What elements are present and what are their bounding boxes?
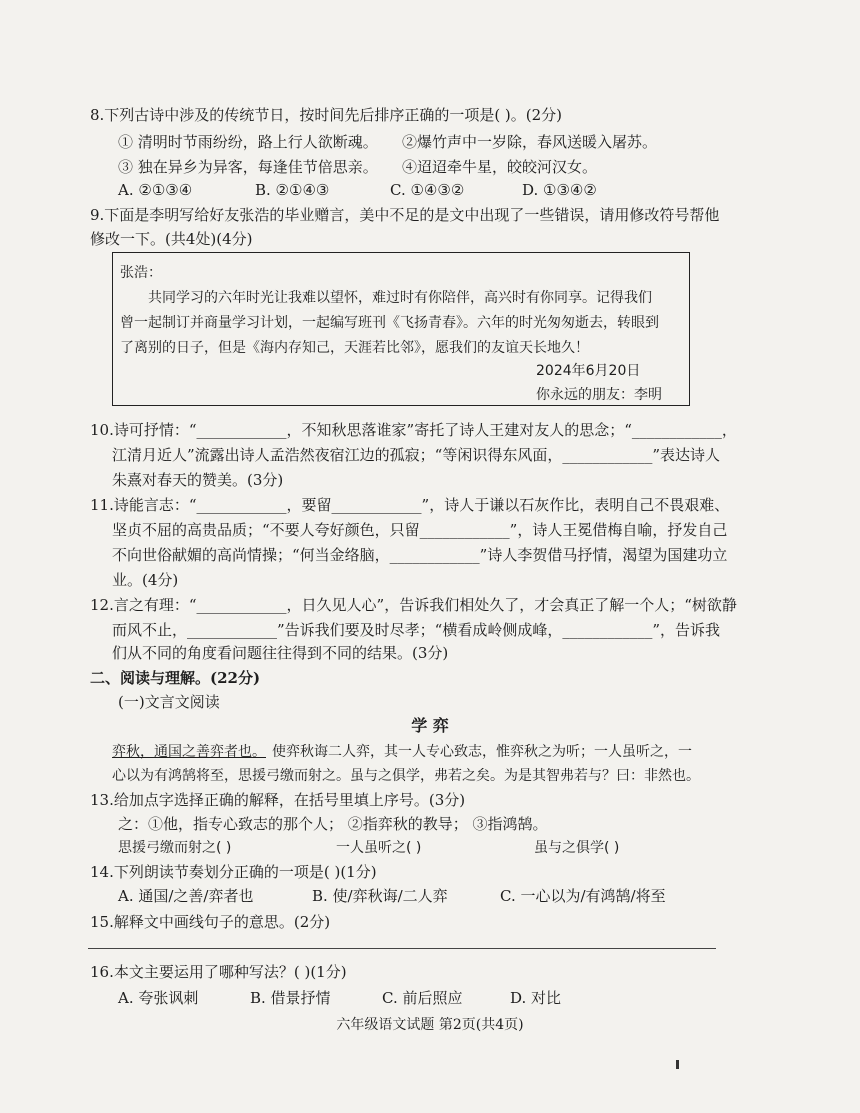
page-footer: 六年级语文试题 第2页(共4页) — [336, 1017, 524, 1033]
q10-line2: 江清月近人”流露出诗人孟浩然夜宿江边的孤寂；“等闲识得东风面，____________”表达诗人 — [112, 446, 721, 464]
section-2-heading: 二、阅读与理解。(22分) — [90, 669, 261, 687]
q14-stem: 14.下列朗读节奏划分正确的一项是( )(1分) — [90, 863, 377, 881]
q12-line2: 而风不止，____________”告诉我们要及时尽孝；“横看成岭侧成峰，____________”，告诉我 — [112, 621, 721, 639]
q14-option-c: C. 一心以为/有鸿鹄/将至 — [500, 887, 666, 905]
q8-stem: 8.下列古诗中涉及的传统节日，按时间先后排序正确的一项是( )。(2分) — [90, 106, 563, 124]
letter-signature: 你永远的朋友：李明 — [536, 387, 662, 403]
q11-line4: 业。(4分) — [112, 571, 179, 589]
q13-meanings: 之：①他，指专心致志的那个人； ②指弈秋的教导； ③指鸿鹄。 — [118, 815, 548, 833]
q13-sentence-3: 虽与之俱学( ) — [534, 840, 620, 856]
passage-line1: 使弈秋诲二人弈，其一人专心致志，惟弈秋之为听；一人虽听之，一 — [272, 744, 692, 760]
q16-option-c: C. 前后照应 — [382, 989, 463, 1007]
letter-body-line1: 共同学习的六年时光让我难以望怀，难过时有你陪伴，高兴时有你同享。记得我们 — [148, 290, 652, 306]
q10-line1: 10.诗可抒情：“____________，不知秋思落谁家”寄托了诗人王建对友人的思念；“____________， — [90, 421, 737, 439]
q11-line1: 11.诗能言志：“____________，要留____________”，诗人于谦以石灰作比，表明自己不畏艰难、 — [90, 496, 730, 514]
q16-option-d: D. 对比 — [510, 989, 562, 1007]
letter-body-line2: 曾一起制订并商量学习计划，一起编写班刊《飞扬青春》。六年的时光匆匆逝去，转眼到 — [120, 315, 659, 331]
q16-stem: 16.本文主要运用了哪种写法？( )(1分) — [90, 963, 347, 981]
q12-line3: 们从不同的角度看问题往往得到不同的结果。(3分) — [112, 644, 449, 662]
passage-line2: 心以为有鸿鹄将至，思援弓缴而射之。虽与之俱学，弗若之矣。为是其智弗若与？曰：非然也。 — [112, 768, 700, 784]
q8-choice-d: D. ①③④② — [522, 181, 597, 199]
letter-date: 2024年6月20日 — [536, 363, 641, 379]
scan-mark — [676, 1060, 679, 1069]
passage-underlined-sentence: 弈秋，通国之善弈者也。 — [112, 744, 266, 760]
q16-option-a: A. 夸张讽刺 — [118, 989, 199, 1007]
separator-line — [88, 948, 716, 949]
q13-sentence-2: 一人虽听之( ) — [336, 840, 422, 856]
q14-option-a: A. 通国/之善/弈者也 — [118, 887, 254, 905]
q10-line3: 朱熹对春天的赞美。(3分) — [112, 471, 284, 489]
q11-line3: 不向世俗献媚的高尚情操；“何当金络脑，____________”诗人李贺借马抒情，渴望为国建功立 — [112, 546, 728, 564]
q8-choice-c: C. ①④③② — [390, 181, 465, 199]
q9-stem-line1: 9.下面是李明写给好友张浩的毕业赠言，美中不足的是文中出现了一些错误，请用修改符号帮他 — [90, 206, 720, 224]
q8-option-1: ① 清明时节雨纷纷，路上行人欲断魂。 — [118, 133, 378, 151]
q11-line2: 坚贞不屈的高贵品质；“不要人夸好颜色，只留____________”，诗人王冕借梅自喻，抒发自己 — [112, 521, 728, 539]
passage-title: 学 弈 — [411, 716, 449, 735]
letter-body-line3: 了离别的日子，但是《海内存知己，天涯若比邻》，愿我们的友谊天长地久！ — [120, 340, 589, 356]
letter-greeting: 张浩： — [120, 265, 162, 281]
q8-choice-a: A. ②①③④ — [118, 181, 193, 199]
q8-option-2: ②爆竹声中一岁除，春风送暖入屠苏。 — [402, 133, 658, 151]
q14-option-b: B. 使/弈秋诲/二人弈 — [312, 887, 448, 905]
q8-choice-b: B. ②①④③ — [255, 181, 330, 199]
section-2-subheading: (一)文言文阅读 — [118, 693, 220, 711]
q15-stem: 15.解释文中画线句子的意思。(2分) — [90, 913, 331, 931]
q8-option-4: ④迢迢牵牛星，皎皎河汉女。 — [402, 158, 598, 176]
q9-stem-line2: 修改一下。(共4处)(4分) — [90, 230, 253, 248]
q16-option-b: B. 借景抒情 — [250, 989, 331, 1007]
q8-option-3: ③ 独在异乡为异客，每逢佳节倍思亲。 — [118, 158, 378, 176]
q13-stem: 13.给加点字选择正确的解释，在括号里填上序号。(3分) — [90, 791, 466, 809]
q13-sentence-1: 思援弓缴而射之( ) — [118, 840, 232, 856]
q12-line1: 12.言之有理：“____________，日久见人心”，告诉我们相处久了，才会真正了解一个人；“树欲静 — [90, 596, 737, 614]
